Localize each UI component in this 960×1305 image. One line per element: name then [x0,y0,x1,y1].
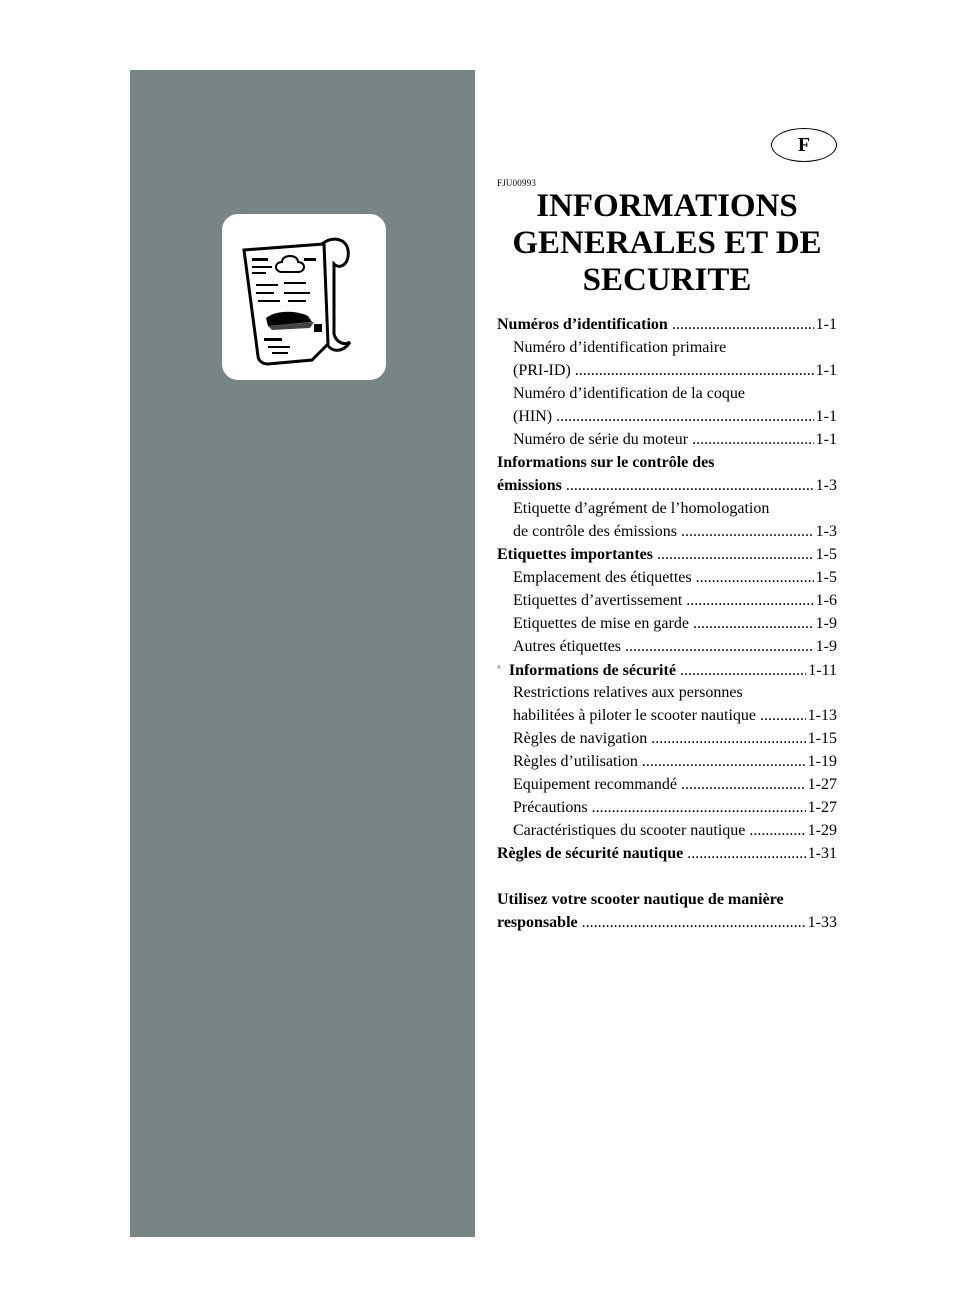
toc-entry-page: 1-29 [807,822,837,839]
toc-entry-label: émissions [497,477,562,494]
toc-dot-leader [677,520,814,543]
toc-entry-page: 1-3 [815,523,837,540]
toc-entry-label: Numéro d’identification primaire [513,339,727,356]
toc-entry[interactable] [497,520,837,543]
toc-dot-leader [688,428,814,451]
toc-entry[interactable] [497,313,837,336]
toc-entry-page: 1-5 [815,546,837,563]
toc-entry[interactable] [497,497,837,520]
toc-entry-page: 1-27 [807,799,837,816]
toc-dot-leader [578,911,806,934]
toc-entry-page: 1-9 [815,615,837,632]
toc-entry[interactable] [497,451,837,474]
toc-entry-page: 1-1 [815,408,837,425]
toc-entry-label: Numéro de série du moteur [513,431,689,448]
toc-entry-label: Etiquette d’agrément de l’homologation [513,500,770,517]
toc-dot-leader [668,313,814,336]
toc-entry-label: de contrôle des émissions [513,523,677,540]
toc-dot-leader [653,543,814,566]
toc-entry[interactable] [497,474,837,497]
toc-entry[interactable] [497,566,837,589]
toc-entry-label: Numéros d’identification [497,316,668,333]
toc-entry-page: 1-31 [807,845,837,862]
toc-entry-page: 1-1 [815,362,837,379]
toc-entry[interactable] [497,336,837,359]
warning-triangle-icon [497,658,501,675]
toc-dot-leader [677,773,806,796]
toc-entry-page: 1-5 [815,569,837,586]
toc-entry-label: Informations de sécurité [508,662,676,679]
toc-entry-label: Emplacement des étiquettes [513,569,692,586]
manual-booklet-icon [222,214,386,380]
title-line: SECURITE [582,262,752,298]
toc-entry[interactable] [497,727,837,750]
toc-entry-page: 1-19 [807,753,837,770]
toc-entry[interactable] [497,704,837,727]
toc-entry-label: habilitées à piloter le scooter nautique [513,707,757,724]
toc-entry[interactable] [497,911,837,934]
toc-entry-label: responsable [497,914,578,931]
toc-entry-label: Règles de sécurité nautique [497,845,684,862]
toc-entry-label: Utilisez votre scooter nautique de manière [497,891,784,908]
language-badge: F [771,128,837,162]
toc-entry[interactable] [497,819,837,842]
toc-entry-label: (HIN) [513,408,553,425]
toc-dot-leader [621,635,814,658]
toc-entry-label: Etiquettes de mise en garde [513,615,689,632]
toc-entry-label: Règles d’utilisation [513,753,638,770]
toc-dot-leader [647,727,805,750]
toc-entry-label: Autres étiquettes [513,638,621,655]
toc-dot-leader [689,612,814,635]
toc-dot-leader [552,405,814,428]
toc-entry[interactable] [497,359,837,382]
toc-dot-leader [562,474,814,497]
toc-dot-leader [571,359,814,382]
toc-entry[interactable] [497,658,837,681]
toc-entry-label: Numéro d’identification de la coque [513,385,745,402]
toc-entry[interactable] [497,635,837,658]
toc-dot-leader [756,704,806,727]
toc-entry[interactable] [497,842,837,865]
toc-entry-page: 1-13 [807,707,837,724]
toc-entry-label: Informations sur le contrôle des [497,454,715,471]
page-title [497,188,837,299]
toc-entry-page: 1-33 [807,914,837,931]
toc-entry[interactable] [497,428,837,451]
toc-entry-label: Etiquettes d’avertissement [513,592,683,609]
toc-entry-page: 1-11 [808,662,837,679]
toc-entry-page: 1-9 [815,638,837,655]
toc-entry[interactable] [497,589,837,612]
toc-entry[interactable] [497,543,837,566]
illustration-card [222,214,386,380]
toc-entry-label: Précautions [513,799,588,816]
document-code: FJU00993 [497,178,537,188]
toc-spacer [497,865,837,888]
toc-entry-page: 1-3 [815,477,837,494]
toc-dot-leader [692,566,814,589]
title-line: INFORMATIONS [536,188,798,224]
toc-entry-page: 1-15 [807,730,837,747]
toc-entry-label: Etiquettes importantes [497,546,653,563]
toc-entry[interactable] [497,405,837,428]
title-line: GENERALES ET DE [512,225,822,261]
toc-entry-page: 1-1 [815,316,837,333]
toc-entry-label: Equipement recommandé [513,776,677,793]
table-of-contents [497,313,837,934]
toc-entry[interactable] [497,773,837,796]
toc-dot-leader [638,750,806,773]
toc-entry[interactable] [497,750,837,773]
toc-dot-leader [745,819,805,842]
toc-entry-page: 1-27 [807,776,837,793]
toc-entry[interactable] [497,796,837,819]
toc-entry[interactable] [497,382,837,405]
toc-dot-leader [588,796,806,819]
toc-entry-page: 1-6 [815,592,837,609]
toc-entry-label: Caractéristiques du scooter nautique [513,822,746,839]
toc-entry[interactable] [497,612,837,635]
toc-entry-label: Règles de navigation [513,730,648,747]
toc-dot-leader [676,659,806,682]
toc-entry-label: (PRI-ID) [513,362,571,379]
toc-dot-leader [682,589,813,612]
toc-dot-leader [683,842,805,865]
toc-entry[interactable] [497,888,837,911]
toc-entry[interactable] [497,681,837,704]
toc-entry-label: Restrictions relatives aux personnes [513,684,743,701]
toc-entry-page: 1-1 [815,431,837,448]
